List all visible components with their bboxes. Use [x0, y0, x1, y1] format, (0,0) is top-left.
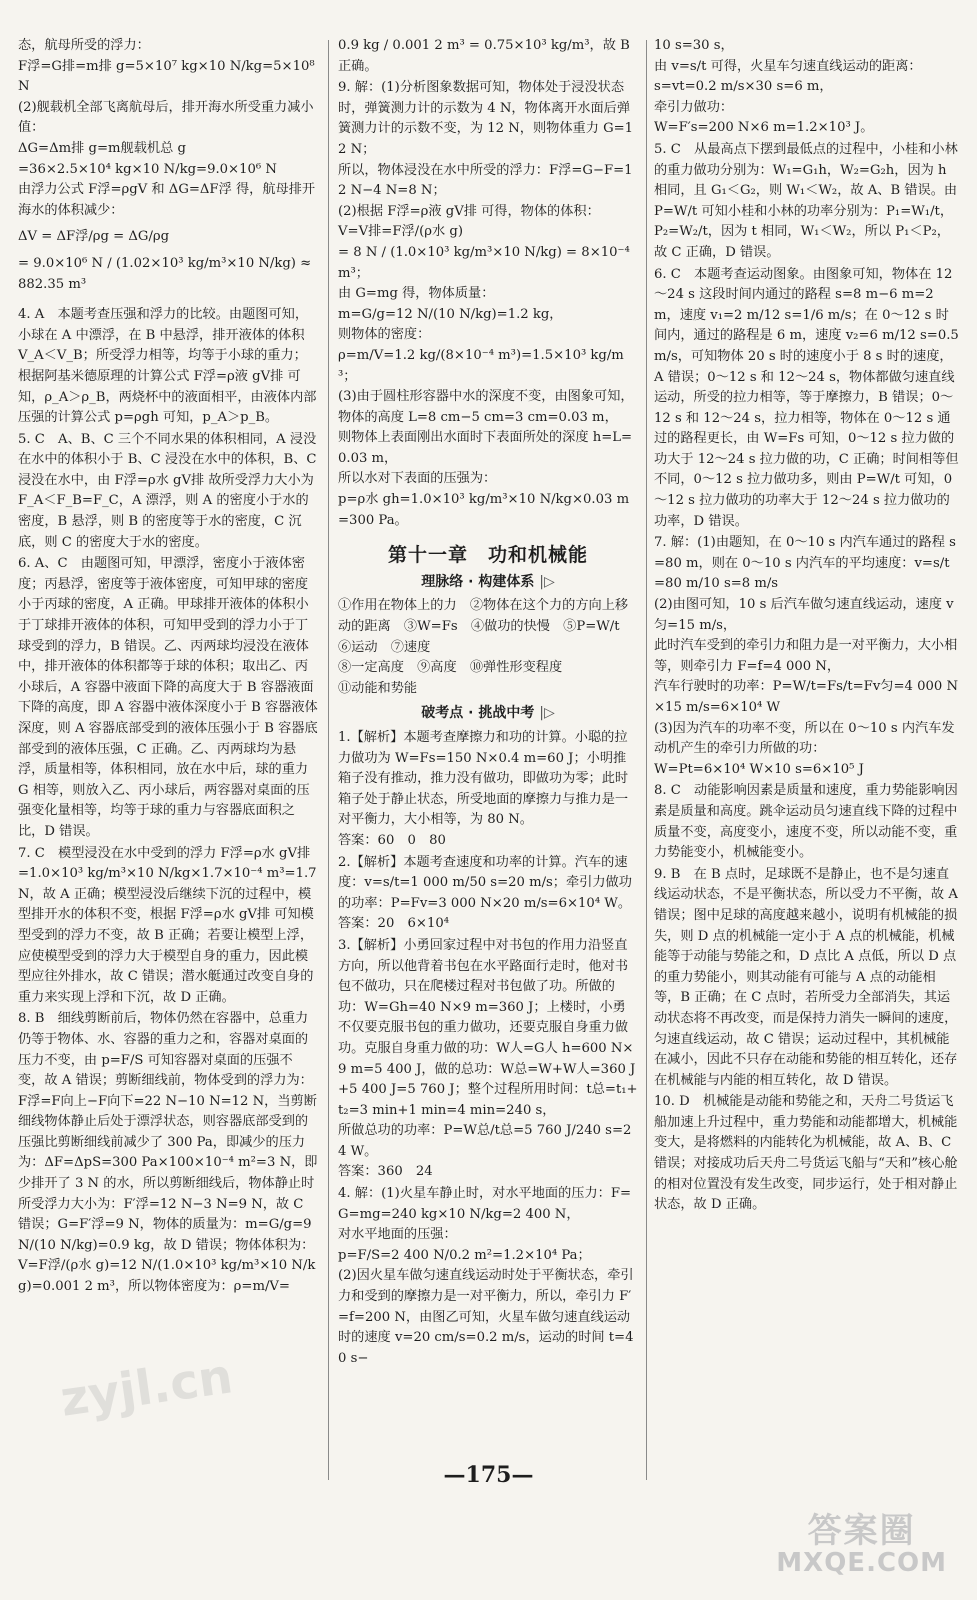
answer-item: 7. 解：(1)由题知，在 0～10 s 内汽车通过的路程 s=80 m，则在 0～10 s 内汽车的平均速度：v=s/t=80 m/10 s=8 m/s: [654, 535, 956, 592]
chapter-title: 第十一章 功和机械能: [387, 544, 588, 567]
text-line: (2)因火星车做匀速直线运动时处于平衡状态，牵引力和受到的摩擦力是一对平衡力，所以，牵引力 F′=f=200 N，由图乙可知，火星车做匀速直线运动时的速度 v=20 cm/s=0.2 m/s，运动的时间 t=40 s−: [338, 1268, 634, 1366]
text-line: 10 s=30 s，: [654, 38, 734, 53]
section-heading: [338, 703, 638, 724]
answer-item: 1.【解析】本题考查摩擦力和功的计算。小聪的拉力做功为 W=Fs=150 N×0.4 m=60 J；小明推箱子没有推动，推力没有做功，即做功为零；此时箱子处于静止状态，所受地面的摩擦力与推力是一对平衡力，大小相等，为 80 N。: [338, 730, 629, 828]
answer-item: 9. 解：(1)分析图象数据可知，物体处于浸没状态时，弹簧测力计的示数为 4 N，物体离开水面后弹簧测力计的示数不变，为 12 N，则物体重力 G=12 N；: [338, 80, 634, 157]
answer-item: 6. A、C 由题图可知，甲漂浮，密度小于液体密度；丙悬浮，密度等于液体密度，可知甲球的密度小于丙球的密度，A 正确。甲球排开液体的体积小于丁球排开液体的体积，可知甲受到的浮力小于丁球受到的浮力，B 错误。乙、丙两球均浸没在液体中，排开液体的体积都等于球的体积；取出乙、丙小球后，A 容器中液面下降的高度大于 B 容器液面下降的高度，即 A 容器中液体深度小于 B 容器液体深度，则 A 容器底部受到的液体压强小于 B 容器底部受到的液体压强，C 正确。乙、丙两球均为悬浮，质量相等，体积相同，放在水中后，球的重力 G 相等，则放入乙、丙小球后，两容器对桌面的压强变化量相等，均等于球的重力与容器底面积之比，D 错误。: [18, 556, 318, 839]
text-line: 牵引力做功：: [654, 99, 734, 115]
text-line: (2)根据 F浮=ρ液 gV排 可得，物体的体积：: [338, 203, 600, 219]
formula: = 8 N / (1.0×10³ kg/m³×10 N/kg) = 8×10⁻⁴ m³；: [338, 244, 630, 281]
watermark: [776, 1511, 947, 1579]
answer-item: 10. D 机械能是动能和势能之和，天舟二号货运飞船加速上升过程中，重力势能和动能都增大，机械能变大，是将燃料的内能转化为机械能，故 A、B、C 错误；对接成功后天舟二号货运飞船与“天和”核心舱的相对位置没有发生改变，同步运行，处于相对静止状态，故 D 正确。: [654, 1094, 958, 1213]
answer-key: 答案：20 6×10⁴: [338, 916, 450, 932]
text-line: 则物体上表面刚出水面时下表面所处的深度 h=L=0.03 m，: [338, 430, 633, 466]
formula: p=F/S=2 400 N/0.2 m²=1.2×10⁴ Pa；: [338, 1247, 591, 1263]
formula: m=G/g=12 N/(10 N/kg)=1.2 kg，: [338, 306, 563, 322]
answer-item: 8. B 细线剪断前后，物体仍然在容器中，总重力仍等于物体、水、容器的重力之和，容器对桌面的压力不变，由 p=F/S 可知容器对桌面的压强不变，故 A 错误；剪断细线前，物体受到的浮力为：F浮=F向上−F向下=22 N−10 N=12 N，当剪断细线物体静止后处于漂浮状态，则容器底部受到的压强比剪断细线前减少了 300 Pa，即减少的压力为：ΔF=ΔpS=300 Pa×100×10⁻⁴ m²=3 N，即少排开了 3 N 的水，所以剪断细线后，物体静止时所受浮力大小为：F′浮=12 N−3 N=9 N，故 C 错误；G=F′浮=9 N，物体的质量为：m=G/g=9 N/(10 N/kg)=0.9 kg，故 D 错误；物体体积为：V=F浮/(ρ水 g)=12 N/(1.0×10³ kg/m³×10 N/kg)=0.001 2 m³，所以物体密度为：ρ=m/V=: [18, 1011, 318, 1295]
page-number: —175—: [443, 1462, 534, 1488]
formula: ρ=m/V=1.2 kg/(8×10⁻⁴ m³)=1.5×10³ kg/m³；: [338, 347, 624, 384]
text-line: (3)因为汽车的功率不变，所以在 0～10 s 内汽车发动机产生的牵引力所做的功：: [654, 720, 955, 757]
formula: V=V排=F浮/(ρ水 g): [338, 224, 463, 240]
text-line: ΔG=Δm排 g=m舰载机总 g: [18, 140, 186, 156]
text-line: =36×2.5×10⁴ kg×10 N/kg=9.0×10⁶ N: [18, 161, 277, 177]
answer-item: 5. C A、B、C 三个不同水果的体积相同，A 浸没在水中的体积小于 B、C 浸没在水中的体积，B、C 浸没在水中，由 F浮=ρ水 gV排 故所受浮力大小为 F_A＜F_B=F_C，A 漂浮，则 A 的密度小于水的密度，B 悬浮，则 B 的密度等于水的密度，C 沉底，则 C 的密度大于水的密度。: [18, 431, 317, 550]
answer-item: 4. 解：(1)火星车静止时，对水平地面的压力：F=G=mg=240 kg×10 N/kg=2 400 N，: [338, 1186, 632, 1222]
answer-key: 答案：60 0 80: [338, 832, 446, 848]
text-line: 由 G=mg 得，物体质量：: [338, 286, 495, 302]
formula: W=F′s=200 N×6 m=1.2×10³ J。: [654, 120, 874, 136]
text-line: 对水平地面的压强：: [338, 1227, 457, 1243]
text-line: (2)舰载机全部飞离航母后，排开海水所受重力减小值：: [18, 99, 314, 136]
answer-item: 9. B 在 B 点时，足球既不是静止，也不是匀速直线运动状态，不是平衡状态，所以受力不平衡，故 A 错误；图中足球的高度越来越小，说明有机械能的损失，则 D 点的机械能一定小于 A 点的机械能，机械能等于动能与势能之和，D 点比 A 点低，所以 D 点的重力势能小，则其动能有可能与 A 点的动能相等，B 正确；在 C 点时，若所受力全部消失，其运动状态将不再改变，而是保持力消失一瞬间的速度，匀速直线运动，故 C 错误；运动过程中，其机械能在减小，因此不只存在动能和势能的相互转化，还存在机械能与内能的相互转化，故 D 错误。: [654, 866, 958, 1088]
answer-item: 8. C 动能影响因素是质量和速度，重力势能影响因素是质量和高度。跳伞运动员匀速直线下降的过程中质量不变，高度变小，速度不变，所以动能不变，重力势能变小，机械能变小。: [654, 783, 958, 861]
formula: 汽车行驶时的功率：P=W/t=Fs/t=Fv匀=4 000 N×15 m/s=6×10⁴ W: [654, 679, 958, 715]
answer-key: 答案：360 24: [338, 1164, 433, 1180]
answer-item: 7. C 模型浸没在水中受到的浮力 F浮=ρ水 gV排=1.0×10³ kg/m³×10 N/kg×1.7×10⁻⁴ m³=1.7 N，故 A 正确；模型浸没后继续下沉的过程中，模型排开水的体积不变，根据 F浮=ρ水 gV排 可知模型受到的浮力不变，故 B 正确；若要让模型上浮，应使模型受到的浮力大于模型自身的重力，因此模型应往外排水，故 C 错误；潜水艇通过改变自身的重力来实现上浮和下沉，故 D 正确。: [18, 845, 317, 1005]
answer-item: 5. C 从最高点下摆到最低点的过程中，小桂和小林的重力做功分别为：W₁=G₁h，W₂=G₂h，因为 h 相同，且 G₁＜G₂，则 W₁＜W₂，故 A、B 错误。由 P=W/t 可知小桂和小林的功率分别为：P₁=W₁/t，P₂=W₂/t，因为 t 相同，W₁＜W₂，所以 P₁＜P₂，故 C 正确，D 错误。: [654, 141, 958, 260]
column-left: [18, 36, 318, 1298]
section-heading: [338, 572, 638, 593]
formula: 0.9 kg / 0.001 2 m³ = 0.75×10³ kg/m³，故 B 正确。: [338, 38, 630, 74]
column-divider: [328, 40, 329, 1480]
formula: s=vt=0.2 m/s×30 s=6 m，: [654, 79, 833, 95]
text-line: 此时汽车受到的牵引力和阻力是一对平衡力，大小相等，则牵引力 F=f=4 000 N，: [654, 638, 958, 674]
formula: p=ρ水 gh=1.0×10³ kg/m³×10 N/kg×0.03 m=300 Pa。: [338, 492, 630, 528]
text-line: 由 v=s/t 可得，火星车匀速直线运动的距离：: [654, 58, 922, 74]
arrow-icon: |▷: [539, 705, 555, 722]
arrow-icon: |▷: [539, 573, 555, 590]
watermark-mid: zyjl.cn: [56, 1348, 237, 1428]
outline-item: ⑪动能和势能: [338, 680, 418, 696]
text-line: 所以水对下表面的压强为：: [338, 471, 497, 487]
answer-item: 3.【解析】小勇回家过程中对书包的作用力沿竖直方向，所以他背着书包在水平路面行走时，他对书包不做功，只在爬楼过程对书包做了功。所做的功：W=Gh=40 N×9 m=360 J；上楼时，小勇不仅要克服书包的重力做功，还要克服自身重力做功。克服自身重力做的功：W人=G人 h=600 N×9 m=5 400 J，做的总功：W总=W+W人=360 J+5 400 J=5 760 J；整个过程所用时间：t总=t₁+t₂=3 min+1 min=4 min=240 s，: [338, 937, 638, 1118]
outline-item: ①作用在物体上的力 ②物体在这个力的方向上移动的距离 ③W=Fs ④做功的快慢 ⑤P=W/t ⑥运动 ⑦速度: [338, 598, 633, 655]
answer-item: 6. C 本题考查运动图象。由图象可知，物体在 12～24 s 这段时间内通过的路程 s=8 m−6 m=2 m，速度 v₁=2 m/12 s=1/6 m/s；在 0～12 s 时间内，通过的路程是 6 m，速度 v₂=6 m/12 s=0.5 m/s，可知物体 20 s 时的速度小于 8 s 时的速度，A 错误；0～12 s 和 12～24 s，物体都做匀速直线运动，所受的拉力相等，等于摩擦力，B 错误；0～12 s 和 12～24 s，拉力相等，物体在 0～12 s 通过的路程更长，由 W=Fs 可知，0～12 s 拉力做的功大于 12～24 s 拉力做的功，C 正确；时间相等但不同，0～12 s 拉力做功多，则由 P=W/t 可知，0～12 s 拉力做功的功率大于 12～24 s 拉力做功的功率，D 错误。: [654, 266, 959, 529]
text-line: (3)由于圆柱形容器中水的深度不变，由图象可知，物体的高度 L=8 cm−5 cm=3 cm=0.03 m，: [338, 389, 634, 425]
text-line: 则物体的密度：: [338, 327, 431, 343]
text-line: (2)由图可知，10 s 后汽车做匀速直线运动，速度 v匀=15 m/s，: [654, 597, 954, 633]
formula: ΔV = ΔF浮/ρg = ΔG/ρg: [18, 229, 170, 245]
column-divider: [646, 40, 647, 1480]
answer-item: 4. A 本题考查压强和浮力的比较。由题图可知，小球在 A 中漂浮，在 B 中悬浮，排开液体的体积 V_A＜V_B；所受浮力相等，均等于小球的重力；根据阿基米德原理的计算公式 F浮=ρ液 gV排 可知，ρ_A＞ρ_B，两烧杯中的液面相平，由液体内部压强的计算公式 p=ρgh 可知，p_A＞p_B。: [18, 307, 317, 426]
text-line: 由浮力公式 F浮=ρgV 和 ΔG=ΔF浮 得，航母排开海水的体积减少：: [18, 182, 316, 218]
formula: = 9.0×10⁶ N / (1.02×10³ kg/m³×10 N/kg) ≈ 882.35 m³: [18, 255, 312, 292]
answer-item: 2.【解析】本题考查速度和功率的计算。汽车的速度：v=s/t=1 000 m/50 s=20 m/s；牵引力做功的功率：P=Fv=3 000 N×20 m/s=6×10⁴ W。: [338, 854, 632, 911]
text-line: 态，航母所受的浮力：: [18, 38, 150, 53]
text-line: F浮=G排=m排 g=5×10⁷ kg×10 N/kg=5×10⁸ N: [18, 58, 315, 95]
watermark-url: MXQE.COM: [776, 1548, 947, 1578]
section-heading-label: 理脉络 · 构建体系: [421, 573, 535, 590]
watermark-logo: 答案圈: [807, 1511, 916, 1551]
formula: 所做总功的功率：P=W总/t总=5 760 J/240 s=24 W。: [338, 1123, 632, 1159]
outline-item: ⑧一定高度 ⑨高度 ⑩弹性形变程度: [338, 660, 563, 676]
column-middle: [338, 36, 638, 1369]
section-heading-label: 破考点 · 挑战中考: [421, 705, 535, 722]
text-line: 所以，物体浸没在水中所受的浮力：F浮=G−F=12 N−4 N=8 N；: [338, 162, 633, 199]
formula: W=Pt=6×10⁴ W×10 s=6×10⁵ J: [654, 761, 864, 777]
column-right: [654, 36, 959, 1216]
